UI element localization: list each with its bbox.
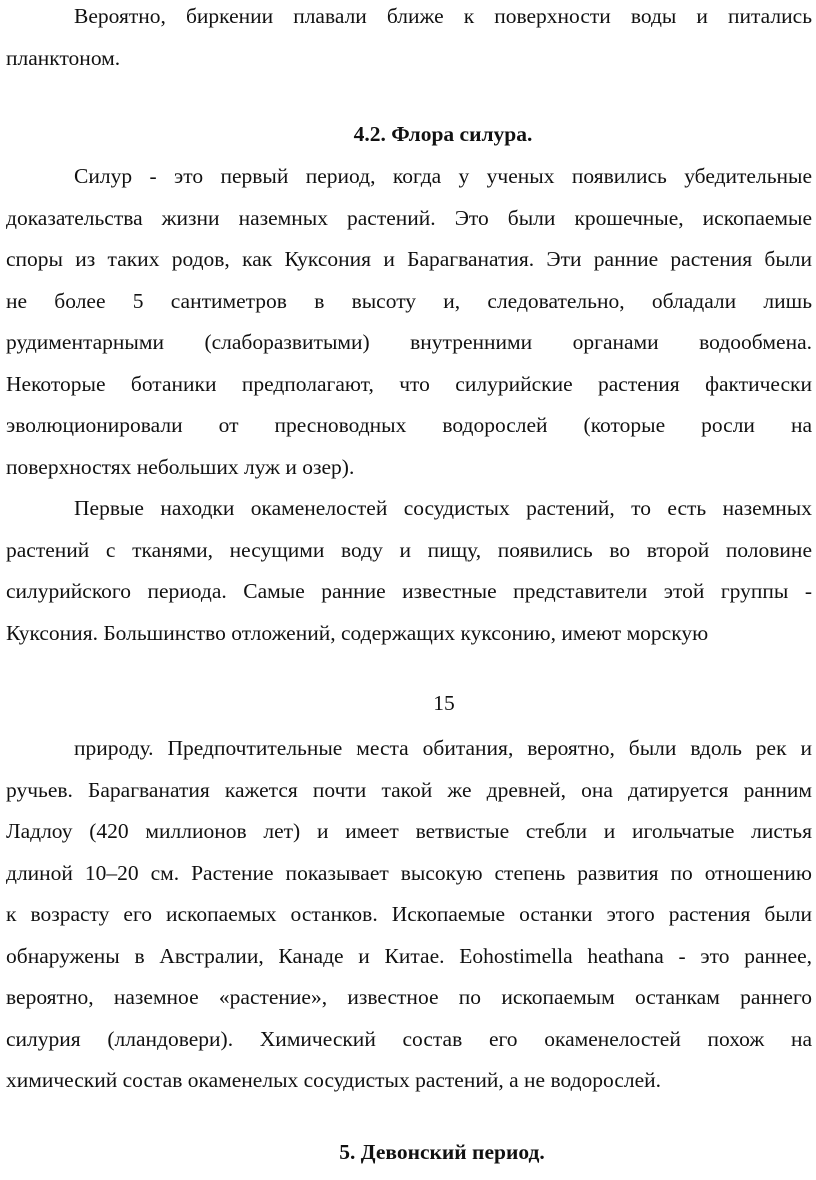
text-line: эволюционировали от пресноводных водорослей (которые росли на bbox=[6, 413, 812, 437]
text-line: Первые находки окаменелостей сосудистых растений, то есть наземных bbox=[74, 496, 812, 520]
text-line: вероятно, наземное «растение», известное по ископаемым останкам раннего bbox=[6, 985, 812, 1009]
text-line: к возрасту его ископаемых останков. Ископаемые останки этого растения были bbox=[6, 902, 812, 926]
text-line: природу. Предпочтительные места обитания, вероятно, были вдоль рек и bbox=[74, 736, 812, 760]
text-line: рудиментарными (слаборазвитыми) внутренними органами водообмена. bbox=[6, 330, 812, 354]
section-heading-4-2: 4.2. Флора силура. bbox=[353, 122, 533, 146]
text-line: химический состав окаменелых сосудистых растений, а не водорослей. bbox=[6, 1068, 662, 1092]
top-paragraph bbox=[6, 0, 812, 79]
text-line: Некоторые ботаники предполагают, что силурийские растения фактически bbox=[6, 371, 812, 396]
text-line: поверхностях небольших луж и озер). bbox=[6, 454, 355, 479]
text-line: Куксония. Большинство отложений, содержащих куксонию, имеют морскую bbox=[6, 620, 709, 645]
text-line: обнаружены в Австралии, Канаде и Китае. Eohostimella heathana - это раннее, bbox=[6, 943, 812, 968]
text-line: доказательства жизни наземных растений. Это были крошечные, ископаемые bbox=[6, 205, 812, 230]
text-line: силурия (лландовери). Химический состав его окаменелостей похож на bbox=[6, 1026, 812, 1051]
text-line: планктоном. bbox=[6, 45, 121, 70]
paragraph-vascular-plants bbox=[6, 488, 812, 654]
text-line: споры из таких родов, как Куксония и Барагванатия. Эти ранние растения были bbox=[6, 247, 812, 271]
paragraph-silurian-flora bbox=[6, 156, 812, 488]
text-line: не более 5 сантиметров в высоту и, следовательно, обладали лишь bbox=[6, 288, 812, 313]
text-line: растений с тканями, несущими воду и пищу, появились во второй половине bbox=[6, 537, 812, 562]
text-line: силурийского периода. Самые ранние известные представители этой группы - bbox=[6, 579, 812, 603]
text-line: ручьев. Барагванатия кажется почти такой же древней, она датируется ранним bbox=[6, 777, 812, 802]
text-line: Ладлоу (420 миллионов лет) и имеет ветвистые стебли и игольчатые листья bbox=[6, 819, 812, 843]
section-heading-5: 5. Девонский период. bbox=[339, 1140, 545, 1164]
page-number: 15 bbox=[433, 691, 455, 715]
text-line: Силур - это первый период, когда у ученых появились убедительные bbox=[74, 164, 812, 188]
text-line: Вероятно, биркении плавали ближе к поверхности воды и питались bbox=[74, 4, 812, 28]
paragraph-habitats bbox=[6, 728, 812, 1102]
text-line: длиной 10–20 см. Растение показывает высокую степень развития по отношению bbox=[6, 860, 812, 885]
